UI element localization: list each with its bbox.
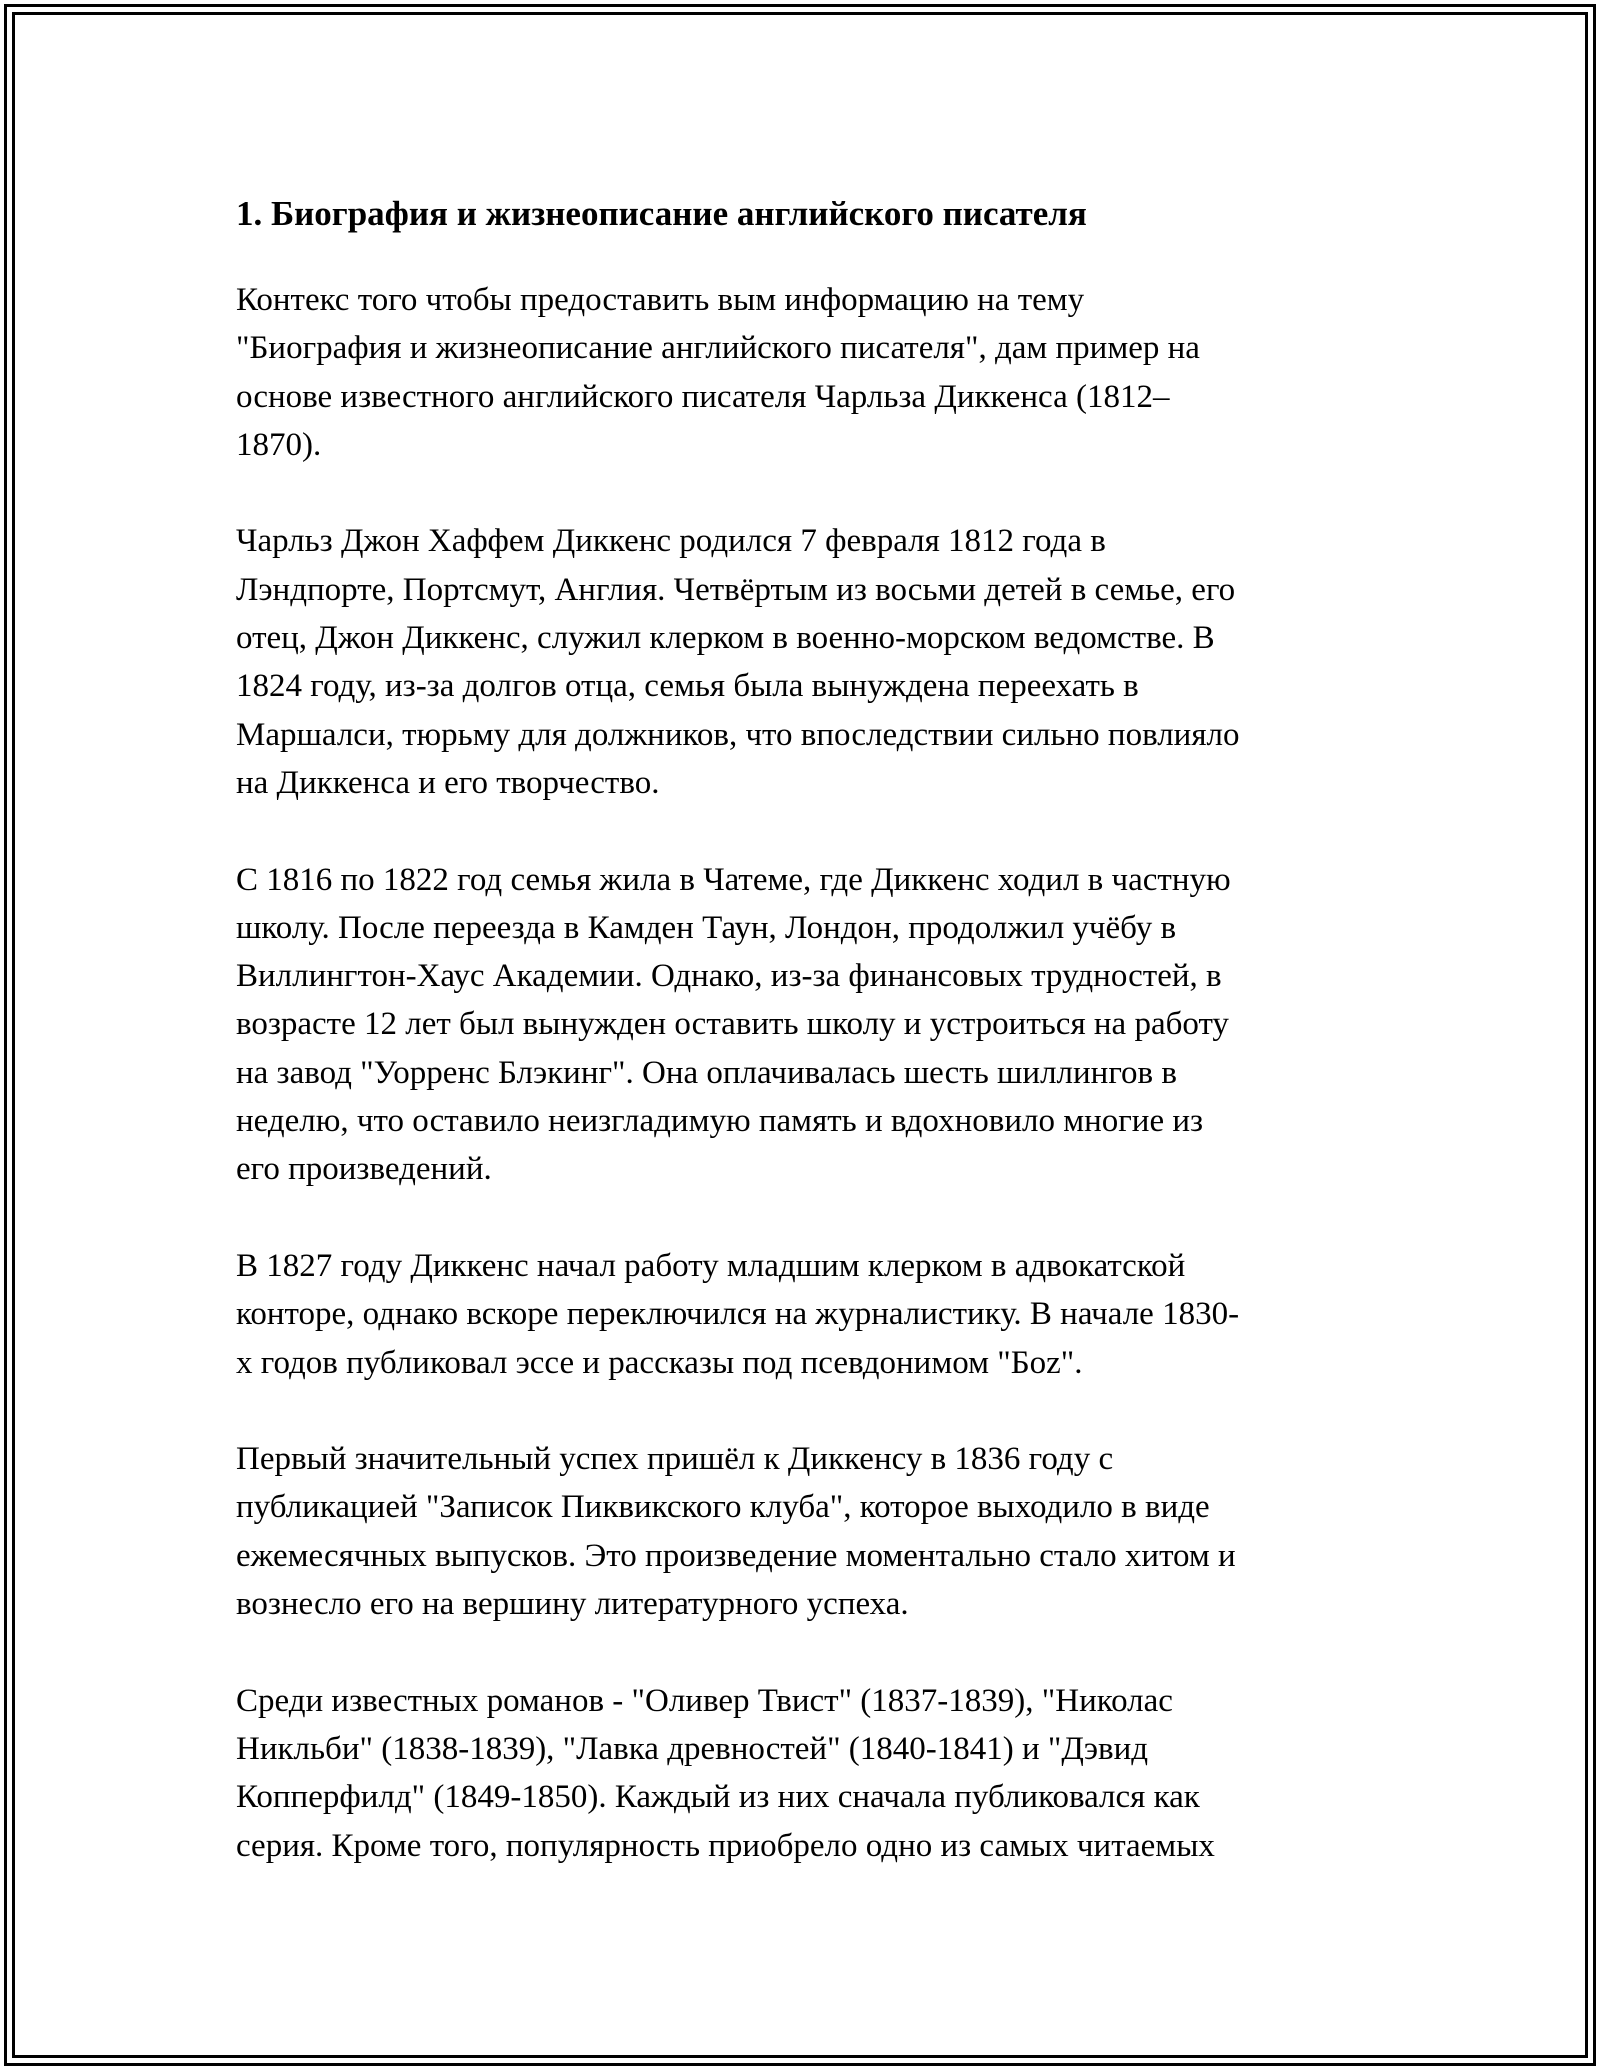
paragraph-line: С 1816 по 1822 год семья жила в Чатеме, где Диккенс ходил в частную xyxy=(236,861,1231,898)
document-body xyxy=(236,186,1376,1918)
paragraph-list xyxy=(236,276,1376,1870)
paragraph-line: Маршалси, тюрьму для должников, что впоследствии сильно повлияло xyxy=(236,716,1240,753)
paragraph-line: вознесло его на вершину литературного успеха. xyxy=(236,1586,909,1623)
paragraph-line: серия. Кроме того, популярность приобрело одно из самых читаемых xyxy=(236,1827,1215,1864)
paragraph-line: возрасте 12 лет был вынужден оставить школу и устроиться на работу xyxy=(236,1006,1229,1043)
paragraph xyxy=(236,276,1376,469)
paragraph-line: на Диккенса и его творчество. xyxy=(236,764,660,801)
paragraph-line: ежемесячных выпусков. Это произведение моментально стало хитом и xyxy=(236,1537,1236,1574)
paragraph-line: Никльби" (1838-1839), "Лавка древностей" (1840-1841) и "Дэвид xyxy=(236,1730,1149,1767)
paragraph xyxy=(236,1242,1376,1387)
paragraph-line: его произведений. xyxy=(236,1151,492,1188)
paragraph-line: Копперфилд" (1849-1850). Каждый из них сначала публиковался как xyxy=(236,1779,1200,1816)
paragraph-line: Лэндпорте, Портсмут, Англия. Четвёртым из восьми детей в семье, его xyxy=(236,571,1236,608)
paragraph-line: 1824 году, из-за долгов отца, семья была вынуждена переехать в xyxy=(236,668,1139,705)
paragraph-line: на завод "Уорренс Блэкинг". Она оплачивалась шесть шиллингов в xyxy=(236,1054,1177,1091)
paragraph-line: Виллингтон-Хаус Академии. Однако, из-за финансовых трудностей, в xyxy=(236,958,1222,995)
paragraph-line: неделю, что оставило неизгладимую память и вдохновило многие из xyxy=(236,1103,1204,1140)
paragraph-line: отец, Джон Диккенс, служил клерком в военно-морском ведомстве. В xyxy=(236,620,1215,657)
paragraph xyxy=(236,856,1376,1194)
paragraph-line: Первый значительный успех пришёл к Диккенсу в 1836 году с xyxy=(236,1441,1114,1478)
paragraph-line: Чарльз Джон Хаффем Диккенс родился 7 февраля 1812 года в xyxy=(236,523,1106,560)
paragraph-line: Среди известных романов - "Оливер Твист" (1837-1839), "Николас xyxy=(236,1682,1173,1719)
paragraph-line: школу. После переезда в Камден Таун, Лондон, продолжил учёбу в xyxy=(236,909,1177,946)
paragraph-line: Контекс того чтобы предоставить вым информацию на тему xyxy=(236,282,1085,318)
section-heading: 1. Биография и жизнеописание английского писателя xyxy=(236,194,1087,233)
paragraph-line: 1870). xyxy=(236,426,322,463)
paragraph-line: В 1827 году Диккенс начал работу младшим клерком в адвокатской xyxy=(236,1247,1186,1284)
paragraph-line: основе известного английского писателя Чарльза Диккенса (1812– xyxy=(236,378,1170,415)
paragraph xyxy=(236,1435,1376,1628)
paragraph-line: публикацией "Записок Пиквикского клуба", которое выходило в виде xyxy=(236,1489,1210,1526)
paragraph-line: "Биография и жизнеописание английского писателя", дам пример на xyxy=(236,330,1200,367)
paragraph xyxy=(236,1677,1376,1870)
paragraph-line: конторе, однако вскоре переключился на журналистику. В начале 1830- xyxy=(236,1296,1240,1333)
paragraph-line: х годов публиковал эссе и рассказы под псевдонимом "Боz". xyxy=(236,1344,1083,1381)
paragraph xyxy=(236,517,1376,807)
